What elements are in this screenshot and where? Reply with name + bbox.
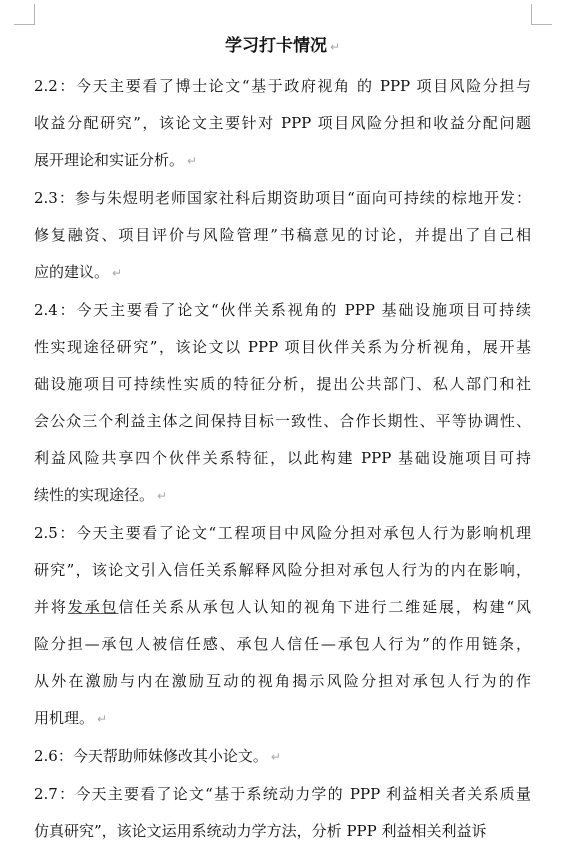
text-line-content: 2.5：今天主要看了论文“工程项目中风险分担对承包人行为影响机理 [34,524,531,542]
text-line [34,180,531,217]
text-line [34,626,531,663]
text-line [34,700,531,738]
text-line [34,515,531,552]
text-line [34,813,531,850]
paragraph-mark-icon: ↵ [187,154,198,168]
text-line-content: 性实现途径研究”，该论文以 PPP 项目伙伴关系为分析视角，展开基 [34,338,531,356]
text-line-content: 修复融资、项目评价与风险管理”书稿意见的讨论，并提出了自己相 [34,226,531,244]
paragraph-mark-icon: ↵ [157,489,168,503]
text-line-content: 仿真研究”，该论文运用系统动力学方法，分析 PPP 利益相关利益诉 [34,822,487,840]
text-line-content: 2.3：参与朱煜明老师国家社科后期资助项目“面向可持续的棕地开发： [34,189,531,207]
document-title [0,34,565,59]
text-line-content: 础设施项目可持续性实质的特征分析，提出公共部门、私人部门和社 [34,375,531,393]
text-line-content: 续性的实现途径。 [34,486,155,504]
page-corner-mark-top-right [531,4,552,25]
text-line-content: 2.2：今天主要看了博士论文“基于政府视角 的 PPP 项目风险分担与 [34,77,531,95]
paragraph-mark-icon: ↵ [329,40,341,54]
text-line [34,142,531,180]
paragraph [34,180,531,292]
text-line [34,552,531,589]
text-line [34,105,531,142]
paragraph [34,292,531,515]
spellcheck-underline-word: 发承包 [67,598,119,616]
paragraph [34,776,531,850]
page-corner-mark-top-left [14,4,35,25]
text-line [34,68,531,105]
document-title-text: 学习打卡情况 [224,36,327,56]
text-line-content: 收益分配研究”，该论文主要针对 PPP 项目风险分担和收益分配问题 [34,114,531,132]
paragraph [34,515,531,738]
text-line [34,477,531,515]
text-line-content: 从外在激励与内在激励互动的视角揭示风险分担对承包人行为的作 [34,672,531,690]
text-line-content: 2.6：今天帮助师妹修改其小论文。 [34,747,268,765]
paragraph-mark-icon: ↵ [112,266,123,280]
text-line [34,329,531,366]
text-line [34,366,531,403]
text-line-content: 2.7：今天主要看了论文“基于系统动力学的 PPP 利益相关者关系质量 [34,785,531,803]
text-line-content: 利益风险共享四个伙伴关系特征，以此构建 PPP 基础设施项目可持 [34,449,531,467]
text-fragment: 信任关系从承包人认知的视角下进行二维延展，构建“风 [118,598,531,616]
text-line [34,440,531,477]
text-line-content: 会公众三个利益主体之间保持目标一致性、合作长期性、平等协调性、 [34,412,531,430]
text-line-content: 险分担—承包人被信任感、承包人信任—承包人行为”的作用链条， [34,635,531,653]
text-line-content: 2.4：今天主要看了论文“伙伴关系视角的 PPP 基础设施项目可持续 [34,301,531,319]
paragraph [34,738,531,776]
text-line [34,254,531,292]
document-body [34,68,531,850]
text-line [34,776,531,813]
paragraph-mark-icon: ↵ [97,712,108,726]
text-line-content: 研究”，该论文引入信任关系解释风险分担对承包人行为的内在影响， [34,561,531,579]
text-line-content: 应的建议。 [34,263,110,281]
text-line [34,292,531,329]
paragraph [34,68,531,180]
text-line-content: 展开理论和实证分析。 [34,151,185,169]
text-line [34,589,531,626]
paragraph-mark-icon: ↵ [270,750,281,764]
text-line [34,217,531,254]
text-line [34,403,531,440]
text-line [34,663,531,700]
text-line-content: 用机理。 [34,709,95,727]
text-fragment: 并将 [34,598,68,616]
text-line [34,738,531,776]
